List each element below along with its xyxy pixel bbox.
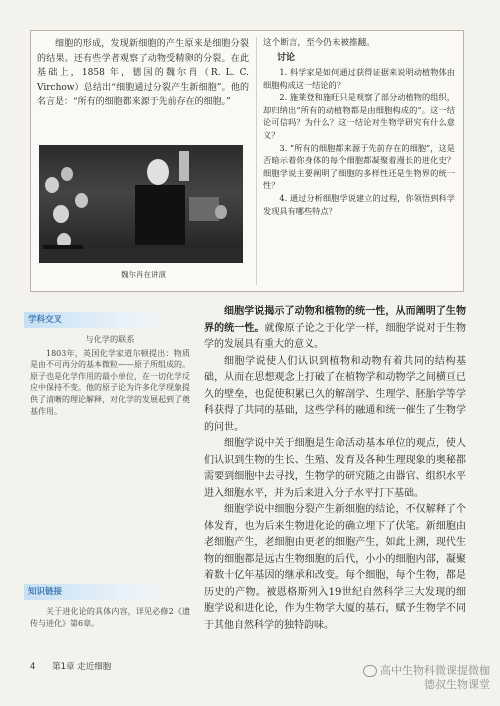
knowledge-link-tab: 知识链接	[24, 584, 178, 600]
key-statement: 细胞学说揭示了动物和植物的统一性，从而阐明了生物界的统一性。	[204, 306, 466, 334]
watermark-line-2: 德叔生物课堂	[424, 678, 490, 691]
watermark-line-1: 高中生物科微课提微枷	[380, 664, 490, 677]
cross-discipline-tab: 学科交叉	[24, 312, 178, 328]
photo-caption: 魏尔肖在讲演	[121, 270, 166, 279]
main-paragraph-4: 细胞学说中细胞分裂产生新细胞的结论，不仅解释了个体发育，也为后来生物进化论的确立埋下了伏笔。新细胞由老细胞产生，老细胞由更老的细胞产生，如此上溯，现代生物的细胞都是远古生物细胞的后代，小小的细胞内部，凝聚着数十亿年基因的继承和改变。每个细胞，每个生物，都是历史的产物。被恩格斯列入19世纪自然科学三大发现的细胞学说和进化论，作为生物学大厦的基石，赋予生物学不同于其他自然科学的独特韵味。	[204, 504, 466, 631]
watermark	[363, 664, 490, 692]
knowledge-link-text: 关于进化论的具体内容，详见必修2《遗传与进化》第6章。	[30, 607, 190, 628]
virchow-photo	[39, 145, 243, 263]
main-text	[204, 304, 466, 634]
discussion-question: 1. 科学家是如何通过获得证据来说明动植物体由细胞构成这一结论的？	[263, 67, 455, 90]
top-box	[30, 30, 464, 292]
page-number: 4	[30, 662, 36, 672]
main-paragraph-1	[204, 304, 466, 354]
discussion-question: 3. “所有的细胞都来源于先前存在的细胞”，这是否暗示着你身体的每个细胞都凝聚着漫长的进化史？细胞学说主要阐明了细胞的多样性还是生物界的统一性？	[263, 142, 455, 191]
cross-text: 1803年，英国化学家道尔顿提出：物质是由不可再分的基本微粒——原子所组成的。原子也是化学作用的最小单位，在一切化学反应中保持不变。他的原子论为许多化学现象提供了清晰的理论解释，对化学的发展起到了奠基作用。	[30, 348, 190, 416]
main-paragraph-1-rest: 就像原子论之于化学一样，细胞学说对于生物学的发展具有重大的意义。	[204, 322, 467, 350]
discussion-question: 2. 施莱登和施旺只是观察了部分动植物的组织，却归纳出“所有的动植物都是由细胞构成的”。这一结论可信吗？为什么？这一结论对生物学研究有什么意义？	[263, 92, 455, 140]
discussion-title: 讨论	[277, 53, 296, 63]
continuation-text: 这个断言，至今仍未被推翻。	[263, 38, 375, 48]
virchow-paragraph: 细胞的形成，发现新细胞的产生原来是细胞分裂的结果。还有些学者观察了动物受精卵的分裂。在此基础上，1858 年，德国的魏尔肖（R. L. C. Virchow）总结出“细胞通过分裂产生新细胞”。他的名言是：“所有的细胞都来源于先前存在的细胞。”	[37, 39, 249, 108]
main-paragraph-3: 细胞学说中关于细胞是生命活动基本单位的观点，使人们认识到生物的生长、生殖、发育及各种生理现象的奥秘都需要到细胞中去寻找，生物学的研究随之由器官、组织水平进入细胞水平，并为后来进入分子水平打下基础。	[204, 438, 466, 499]
wechat-icon	[363, 665, 377, 677]
discussion-question: 4. 通过分析细胞学说建立的过程，你领悟到科学发现具有哪些特点？	[263, 192, 455, 216]
page-footer	[30, 660, 125, 672]
main-paragraph-2: 细胞学说使人们认识到植物和动物有着共同的结构基础，从而在思想观念上打破了在植物学和动物学之间横亘已久的壁垒，也促使积累已久的解剖学、生理学、胚胎学等学科获得了共同的基础，这些学科的融通和统一催生了生物学的问世。	[204, 355, 466, 433]
cross-discipline-box	[30, 334, 190, 417]
discussion-column	[263, 37, 455, 217]
chapter-title: 第1章 走近细胞	[52, 662, 112, 672]
column-divider	[256, 37, 257, 285]
cross-subtitle: 与化学的联系	[85, 334, 135, 344]
knowledge-link-box	[30, 606, 190, 629]
